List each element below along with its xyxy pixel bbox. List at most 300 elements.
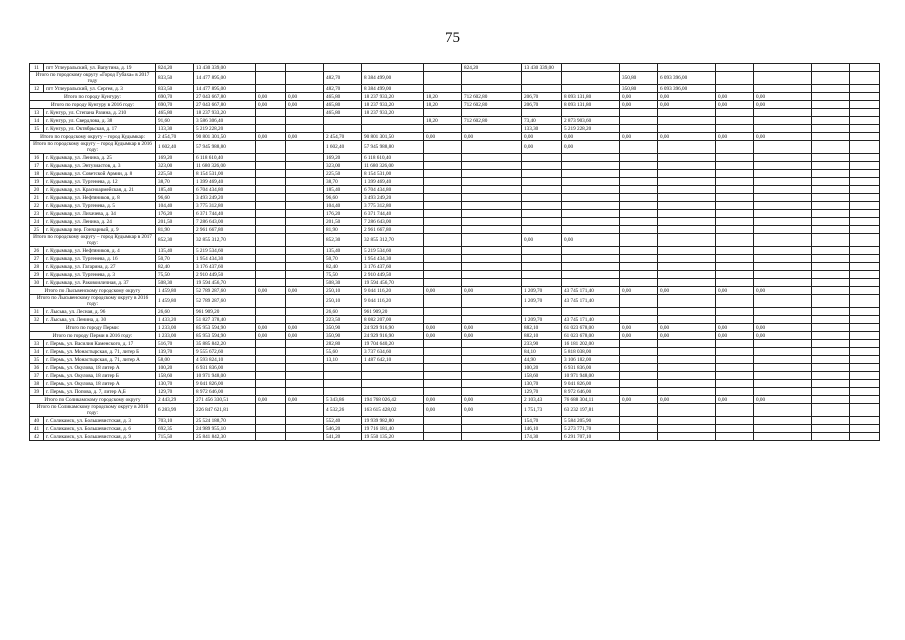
value-cell <box>286 202 324 210</box>
value-cell: 18,20 <box>424 93 462 101</box>
value-cell <box>812 202 850 210</box>
value-cell <box>324 388 362 396</box>
value-cell <box>462 340 522 348</box>
value-cell: 0,00 <box>462 396 522 404</box>
value-cell <box>562 178 620 186</box>
value-cell <box>286 117 324 125</box>
value-cell <box>462 186 522 194</box>
value-cell: 882,10 <box>522 332 562 340</box>
value-cell: 0,00 <box>286 287 324 295</box>
value-cell: 85 953 594,90 <box>194 332 256 340</box>
value-cell: 0,00 <box>716 93 754 101</box>
value-cell: 0,00 <box>256 93 286 101</box>
value-cell <box>256 125 286 133</box>
value-cell: 14 477 895,00 <box>194 72 256 85</box>
value-cell <box>522 85 562 93</box>
value-cell: 250,10 <box>324 287 362 295</box>
value-cell: 2 454,70 <box>156 133 194 141</box>
value-cell <box>462 154 522 162</box>
value-cell: 350,90 <box>324 324 362 332</box>
value-cell: 0,00 <box>462 287 522 295</box>
value-cell <box>424 348 462 356</box>
value-cell <box>362 364 424 372</box>
value-cell <box>620 226 658 234</box>
value-cell: 7 286 643,00 <box>194 218 256 226</box>
value-cell: 0,00 <box>754 93 812 101</box>
value-cell <box>620 340 658 348</box>
value-cell <box>850 271 880 279</box>
value-cell <box>716 210 754 218</box>
value-cell <box>424 210 462 218</box>
value-cell <box>522 308 562 316</box>
value-cell <box>658 433 716 441</box>
value-cell: 508,30 <box>324 279 362 287</box>
value-cell <box>620 186 658 194</box>
value-cell <box>620 202 658 210</box>
value-cell: 9 044 116,20 <box>362 287 424 295</box>
value-cell <box>562 279 620 287</box>
value-cell <box>658 356 716 364</box>
value-cell <box>812 316 850 324</box>
value-cell <box>522 210 562 218</box>
total-row <box>30 332 880 340</box>
value-cell: 26,60 <box>156 308 194 316</box>
value-cell: 82,40 <box>324 263 362 271</box>
value-cell: 50,70 <box>324 255 362 263</box>
value-cell <box>658 364 716 372</box>
value-cell: 5 273 771,70 <box>562 425 620 433</box>
table-row <box>30 247 880 255</box>
value-cell <box>256 186 286 194</box>
value-cell: 6 283,99 <box>156 404 194 417</box>
value-cell: 3 737 634,60 <box>362 348 424 356</box>
address-cell: г. Кудымкар, ул. Тургенева, д. 3 <box>44 271 156 279</box>
value-cell <box>424 433 462 441</box>
value-cell <box>754 356 812 364</box>
value-cell: 552,40 <box>324 417 362 425</box>
value-cell: 1 954 434,30 <box>362 255 424 263</box>
address-cell: г. Пермь, ул. Окулова, 18 литер А <box>44 364 156 372</box>
total-row <box>30 324 880 332</box>
value-cell <box>754 316 812 324</box>
value-cell: 75,50 <box>324 271 362 279</box>
value-cell: 2 873 903,60 <box>562 117 620 125</box>
value-cell <box>658 263 716 271</box>
value-cell <box>716 162 754 170</box>
row-number: 36 <box>30 364 44 372</box>
value-cell <box>812 93 850 101</box>
value-cell <box>286 72 324 85</box>
value-cell: 19 594 456,70 <box>194 279 256 287</box>
value-cell <box>286 295 324 308</box>
value-cell <box>716 404 754 417</box>
value-cell <box>286 340 324 348</box>
value-cell <box>812 279 850 287</box>
value-cell: 13,10 <box>324 356 362 364</box>
value-cell <box>812 247 850 255</box>
value-cell <box>256 279 286 287</box>
value-cell <box>256 295 286 308</box>
value-cell <box>286 85 324 93</box>
value-cell: 76 688 304,11 <box>562 396 620 404</box>
total-row <box>30 287 880 295</box>
address-cell: г. Пермь, ул. Монастырская, д. 71, литер А <box>44 356 156 364</box>
value-cell: 0,00 <box>658 332 716 340</box>
value-cell: 73,40 <box>522 117 562 125</box>
value-cell: 13 430 339,00 <box>522 64 562 72</box>
value-cell <box>256 380 286 388</box>
value-cell <box>286 178 324 186</box>
value-cell <box>324 125 362 133</box>
value-cell <box>658 141 716 154</box>
value-cell <box>362 125 424 133</box>
value-cell <box>850 308 880 316</box>
value-cell <box>850 356 880 364</box>
value-cell <box>850 372 880 380</box>
value-cell: 0,00 <box>424 133 462 141</box>
table-row <box>30 417 880 425</box>
value-cell: 1 954 434,30 <box>194 255 256 263</box>
value-cell: 176,20 <box>324 210 362 218</box>
value-cell: 32 855 312,70 <box>194 234 256 247</box>
table-row <box>30 340 880 348</box>
value-cell <box>716 72 754 85</box>
value-cell <box>522 255 562 263</box>
value-cell <box>256 72 286 85</box>
value-cell <box>424 247 462 255</box>
value-cell <box>658 218 716 226</box>
value-cell: 19 550 135,20 <box>362 433 424 441</box>
value-cell <box>286 364 324 372</box>
value-cell <box>620 348 658 356</box>
value-cell <box>658 308 716 316</box>
value-cell: 6 931 836,00 <box>562 364 620 372</box>
table-row <box>30 425 880 433</box>
value-cell <box>256 210 286 218</box>
value-cell <box>754 247 812 255</box>
value-cell: 104,40 <box>156 202 194 210</box>
value-cell <box>256 218 286 226</box>
value-cell <box>562 255 620 263</box>
value-cell <box>562 64 620 72</box>
value-cell <box>256 226 286 234</box>
value-cell: 1 233,00 <box>156 324 194 332</box>
value-cell <box>620 194 658 202</box>
value-cell <box>812 348 850 356</box>
value-cell <box>620 178 658 186</box>
address-cell: г. Лысьва, ул. Ленина, д. 30 <box>44 316 156 324</box>
value-cell: 158,60 <box>156 372 194 380</box>
value-cell <box>562 72 620 85</box>
value-cell <box>324 380 362 388</box>
value-cell <box>286 218 324 226</box>
value-cell: 0,00 <box>522 234 562 247</box>
value-cell <box>620 141 658 154</box>
row-number: 35 <box>30 356 44 364</box>
value-cell: 0,00 <box>658 101 716 109</box>
value-cell <box>620 125 658 133</box>
value-cell <box>812 324 850 332</box>
value-cell: 703,10 <box>156 417 194 425</box>
value-cell <box>850 141 880 154</box>
value-cell <box>850 255 880 263</box>
table-row <box>30 109 880 117</box>
value-cell <box>424 226 462 234</box>
value-cell: 0,00 <box>620 332 658 340</box>
value-cell <box>562 202 620 210</box>
value-cell: 546,20 <box>324 425 362 433</box>
value-cell: 55,60 <box>324 348 362 356</box>
value-cell <box>256 109 286 117</box>
register-table <box>29 63 880 441</box>
value-cell: 465,80 <box>324 101 362 109</box>
value-cell: 206,70 <box>522 101 562 109</box>
value-cell: 4 532,26 <box>324 404 362 417</box>
value-cell <box>286 279 324 287</box>
value-cell <box>462 72 522 85</box>
value-cell: 225,50 <box>324 170 362 178</box>
value-cell: 350,80 <box>620 85 658 93</box>
value-cell: 2 454,70 <box>324 133 362 141</box>
value-cell: 0,00 <box>620 287 658 295</box>
row-number: 18 <box>30 170 44 178</box>
value-cell: 0,00 <box>462 324 522 332</box>
value-cell <box>462 388 522 396</box>
table-row <box>30 85 880 93</box>
value-cell: 5 219 534,60 <box>194 247 256 255</box>
value-cell: 133,30 <box>522 125 562 133</box>
value-cell <box>620 388 658 396</box>
value-cell <box>522 247 562 255</box>
address-cell: пгт Углеуральский, ул. Вапутина, д. 19 <box>44 64 156 72</box>
row-number: 29 <box>30 271 44 279</box>
value-cell <box>812 380 850 388</box>
value-cell <box>812 332 850 340</box>
value-cell <box>716 234 754 247</box>
value-cell: 63 232 197,81 <box>562 404 620 417</box>
value-cell <box>424 271 462 279</box>
address-cell: г. Соликамск, ул. Большевистская, д. 9 <box>44 433 156 441</box>
value-cell <box>812 218 850 226</box>
value-cell <box>812 101 850 109</box>
value-cell: 135,40 <box>156 247 194 255</box>
value-cell: 5 219 228,20 <box>194 125 256 133</box>
value-cell <box>462 364 522 372</box>
value-cell <box>286 417 324 425</box>
value-cell: 0,00 <box>462 133 522 141</box>
value-cell <box>424 194 462 202</box>
total-label: Итого по городскому округу – город Кудымкар: <box>30 133 156 141</box>
value-cell <box>754 279 812 287</box>
value-cell <box>812 263 850 271</box>
address-cell: г. Кудымкар, ул. Ленина, д. 25 <box>44 154 156 162</box>
total-row <box>30 101 880 109</box>
value-cell: 0,00 <box>716 332 754 340</box>
address-cell: г. Кудымкар, ул. Тургенева, д. 12 <box>44 178 156 186</box>
value-cell <box>850 226 880 234</box>
value-cell <box>754 72 812 85</box>
value-cell: 6 093 396,00 <box>658 72 716 85</box>
table-row <box>30 226 880 234</box>
total-row <box>30 404 880 417</box>
value-cell: 8 384 499,00 <box>362 85 424 93</box>
value-cell <box>562 186 620 194</box>
value-cell <box>462 210 522 218</box>
value-cell: 0,00 <box>522 133 562 141</box>
value-cell <box>362 388 424 396</box>
total-label: Итого по городскому округу – город Кудымкар в 2016 году: <box>30 141 156 154</box>
value-cell <box>754 425 812 433</box>
value-cell: 8 972 646,00 <box>194 388 256 396</box>
value-cell <box>286 109 324 117</box>
value-cell <box>812 64 850 72</box>
value-cell <box>286 356 324 364</box>
total-row <box>30 234 880 247</box>
value-cell <box>256 178 286 186</box>
value-cell <box>754 348 812 356</box>
value-cell: 0,00 <box>754 396 812 404</box>
value-cell <box>850 101 880 109</box>
value-cell <box>620 263 658 271</box>
value-cell <box>256 154 286 162</box>
value-cell <box>716 279 754 287</box>
value-cell <box>286 316 324 324</box>
value-cell: 185,40 <box>324 186 362 194</box>
value-cell <box>850 380 880 388</box>
value-cell: 250,10 <box>324 295 362 308</box>
value-cell <box>754 364 812 372</box>
value-cell: 7 286 643,00 <box>362 218 424 226</box>
value-cell: 5 584 205,90 <box>562 417 620 425</box>
value-cell <box>286 404 324 417</box>
value-cell: 26,60 <box>324 308 362 316</box>
value-cell <box>754 154 812 162</box>
value-cell: 3 493 249,20 <box>362 194 424 202</box>
value-cell <box>256 247 286 255</box>
value-cell <box>286 255 324 263</box>
value-cell: 206,70 <box>522 93 562 101</box>
value-cell <box>462 380 522 388</box>
value-cell <box>754 255 812 263</box>
value-cell <box>754 433 812 441</box>
value-cell <box>462 255 522 263</box>
total-label: Итого по Соликамскому городскому округу в 2016 году: <box>30 404 156 417</box>
address-cell: г. Пермь, ул. Попова, д. 7, литер А,Б <box>44 388 156 396</box>
value-cell: 482,70 <box>324 85 362 93</box>
value-cell: 852,30 <box>324 234 362 247</box>
value-cell: 1 459,80 <box>156 287 194 295</box>
value-cell <box>658 210 716 218</box>
value-cell: 223,50 <box>324 316 362 324</box>
value-cell <box>754 372 812 380</box>
value-cell: 3 493 249,20 <box>194 194 256 202</box>
value-cell <box>424 218 462 226</box>
value-cell <box>658 372 716 380</box>
value-cell <box>850 417 880 425</box>
address-cell: г. Кудымкар, ул. Раковоиличная, д. 37 <box>44 279 156 287</box>
value-cell <box>716 170 754 178</box>
value-cell: 9 044 116,20 <box>362 295 424 308</box>
value-cell <box>754 178 812 186</box>
value-cell: 18,20 <box>424 101 462 109</box>
value-cell: 19 704 640,20 <box>362 340 424 348</box>
value-cell: 18 237 933,20 <box>362 109 424 117</box>
value-cell <box>286 348 324 356</box>
value-cell <box>850 218 880 226</box>
value-cell: 6 118 610,40 <box>194 154 256 162</box>
value-cell: 6 118 610,40 <box>362 154 424 162</box>
value-cell <box>658 255 716 263</box>
value-cell <box>658 109 716 117</box>
value-cell: 25 524 188,70 <box>194 417 256 425</box>
value-cell <box>462 433 522 441</box>
value-cell: 24 929 916,90 <box>362 324 424 332</box>
value-cell <box>716 295 754 308</box>
value-cell <box>658 64 716 72</box>
value-cell <box>424 170 462 178</box>
value-cell: 43 745 171,40 <box>562 295 620 308</box>
value-cell: 350,80 <box>620 72 658 85</box>
table-row <box>30 433 880 441</box>
value-cell: 58,00 <box>156 356 194 364</box>
value-cell: 38,70 <box>324 178 362 186</box>
value-cell: 824,20 <box>156 64 194 72</box>
value-cell: 0,00 <box>716 324 754 332</box>
value-cell: 10 971 948,00 <box>194 372 256 380</box>
value-cell: 5 219 228,20 <box>562 125 620 133</box>
value-cell <box>716 364 754 372</box>
value-cell <box>286 380 324 388</box>
value-cell <box>424 85 462 93</box>
value-cell <box>424 417 462 425</box>
value-cell: 0,00 <box>462 332 522 340</box>
value-cell <box>424 316 462 324</box>
value-cell <box>850 279 880 287</box>
value-cell: 852,30 <box>156 234 194 247</box>
value-cell: 154,70 <box>522 417 562 425</box>
value-cell <box>850 287 880 295</box>
value-cell: 5 818 038,00 <box>562 348 620 356</box>
value-cell: 516,70 <box>156 340 194 348</box>
value-cell <box>462 109 522 117</box>
row-number: 19 <box>30 178 44 186</box>
value-cell <box>812 396 850 404</box>
value-cell: 2 961 667,80 <box>362 226 424 234</box>
value-cell: 38,70 <box>156 178 194 186</box>
address-cell: г. Кунгур, ул. Степана Разина, д. 210 <box>44 109 156 117</box>
value-cell <box>620 117 658 125</box>
value-cell <box>620 417 658 425</box>
table-row <box>30 178 880 186</box>
value-cell <box>812 226 850 234</box>
value-cell: 18 237 933,20 <box>362 101 424 109</box>
value-cell <box>256 372 286 380</box>
address-cell: пгт Углеуральский, ул. Сергея, д. 3 <box>44 85 156 93</box>
value-cell: 1 433,20 <box>156 316 194 324</box>
total-row <box>30 93 880 101</box>
value-cell <box>286 64 324 72</box>
row-number: 41 <box>30 425 44 433</box>
value-cell: 712 602,80 <box>462 93 522 101</box>
row-number: 25 <box>30 226 44 234</box>
value-cell: 712 602,80 <box>462 117 522 125</box>
value-cell: 1 487 642,10 <box>362 356 424 364</box>
value-cell: 130,70 <box>156 380 194 388</box>
value-cell <box>850 404 880 417</box>
row-number: 16 <box>30 154 44 162</box>
value-cell <box>850 133 880 141</box>
value-cell <box>424 425 462 433</box>
